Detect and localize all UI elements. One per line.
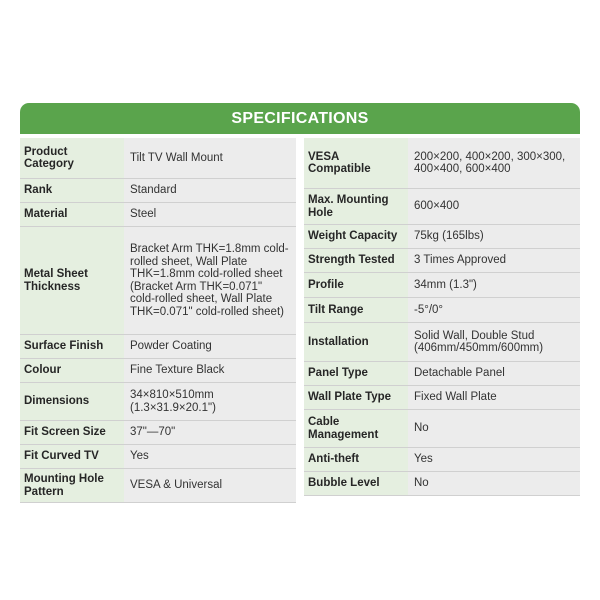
spec-value: Fine Texture Black [124,359,296,382]
spec-value: Tilt TV Wall Mount [124,138,296,178]
spec-value: 600×400 [408,189,580,224]
spec-row [20,179,296,203]
spec-row [304,386,580,410]
spec-row [20,227,296,335]
spec-row [304,448,580,472]
spec-label: Strength Tested [304,249,408,272]
spec-value: 34mm (1.3") [408,273,580,297]
spec-row [20,335,296,359]
spec-row [304,362,580,386]
specifications-card [20,103,580,503]
spec-label: Metal Sheet Thickness [20,227,124,334]
spec-value: No [408,410,580,447]
spec-row [304,323,580,362]
spec-value: Steel [124,203,296,226]
spec-value: VESA & Universal [124,469,296,502]
spec-value: Standard [124,179,296,202]
spec-label: Fit Curved TV [20,445,124,468]
spec-label: Rank [20,179,124,202]
spec-row [304,225,580,249]
spec-row [20,359,296,383]
spec-value: Fixed Wall Plate [408,386,580,409]
spec-row [20,421,296,445]
spec-label: Wall Plate Type [304,386,408,409]
spec-value: 75kg (165lbs) [408,225,580,248]
spec-value: Yes [124,445,296,468]
spec-label: Profile [304,273,408,297]
spec-row [304,189,580,225]
spec-row [304,298,580,323]
spec-label: Dimensions [20,383,124,420]
spec-value: 37"—70" [124,421,296,444]
spec-row [20,445,296,469]
left-spec-column [20,138,296,503]
spec-label: Anti-theft [304,448,408,471]
spec-value: Solid Wall, Double Stud (406mm/450mm/600mm) [408,323,580,361]
spec-value: Detachable Panel [408,362,580,385]
spec-row [304,249,580,273]
spec-row [304,410,580,448]
spec-label: Material [20,203,124,226]
spec-value: Bracket Arm THK=1.8mm cold-rolled sheet, Wall Plate THK=1.8mm cold-rolled sheet (Bracket Arm THK=0.071" cold-rolled sheet, Wall Plate THK=0.071" cold-rolled sheet) [124,227,296,334]
spec-label: Weight Capacity [304,225,408,248]
spec-label: Product Category [20,138,124,178]
spec-label: Fit Screen Size [20,421,124,444]
spec-label: Surface Finish [20,335,124,358]
spec-value: Powder Coating [124,335,296,358]
spec-row [304,273,580,298]
spec-label: Installation [304,323,408,361]
spec-label: Colour [20,359,124,382]
spec-label: Mounting Hole Pattern [20,469,124,502]
spec-value: 3 Times Approved [408,249,580,272]
spec-label: Bubble Level [304,472,408,495]
spec-label: Tilt Range [304,298,408,322]
spec-row [20,469,296,503]
spec-label: Cable Management [304,410,408,447]
spec-value: -5°/0° [408,298,580,322]
right-spec-column [304,138,580,503]
spec-label: Max. Mounting Hole [304,189,408,224]
spec-value: 200×200, 400×200, 300×300, 400×400, 600×400 [408,138,580,188]
spec-row [304,472,580,496]
spec-value: No [408,472,580,495]
spec-label: VESA Compatible [304,138,408,188]
spec-value: Yes [408,448,580,471]
spec-row [20,138,296,179]
spec-row [20,203,296,227]
spec-value: 34×810×510mm (1.3×31.9×20.1") [124,383,296,420]
specifications-header: SPECIFICATIONS [20,103,580,134]
spec-row [20,383,296,421]
spec-label: Panel Type [304,362,408,385]
spec-row [304,138,580,189]
